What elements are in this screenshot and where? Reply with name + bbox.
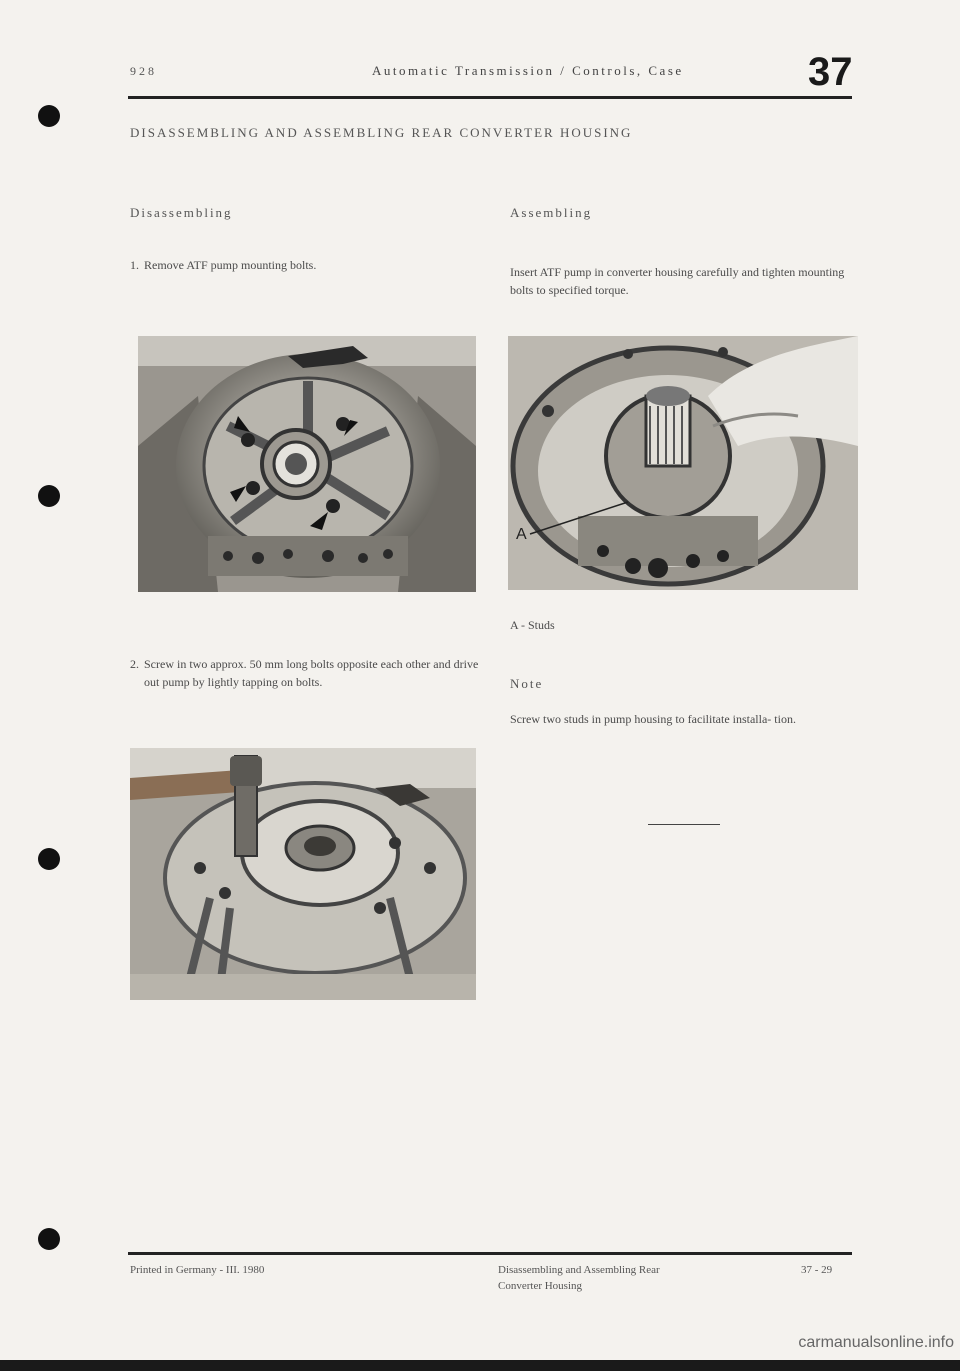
disassembling-heading: Disassembling	[130, 205, 233, 220]
footer-page-ref: 37 - 29	[801, 1264, 833, 1276]
footer-title-line2: Converter Housing	[498, 1280, 583, 1292]
step-text: Remove ATF pump mounting bolts.	[144, 258, 317, 272]
end-divider	[648, 824, 720, 825]
footer-title-line1: Disassembling and Assembling Rear	[498, 1264, 660, 1276]
bottom-band	[0, 1360, 960, 1371]
footer-printed: Printed in Germany - III. 1980	[130, 1264, 265, 1276]
photo-caption: A - Studs	[510, 618, 555, 632]
section-title: DISASSEMBLING AND ASSEMBLING REAR CONVERTER HOUSING	[130, 125, 633, 140]
step-text: Screw in two approx. 50 mm long bolts opposite each other and drive out pump by lightly tapping on bolts.	[144, 657, 479, 689]
header-rule	[128, 96, 852, 99]
watermark: carmanualsonline.info	[798, 1334, 954, 1351]
step-number: 2.	[130, 657, 139, 671]
binder-hole	[38, 105, 60, 127]
photo-label-a: A	[516, 526, 527, 543]
binder-hole	[38, 485, 60, 507]
header-group-number: 37	[808, 50, 853, 94]
photo-driving-out-pump	[130, 748, 476, 1000]
assembling-text: Insert ATF pump in converter housing carefully and tighten mounting bolts to specified torque.	[510, 265, 845, 297]
note-heading: Note	[510, 676, 544, 691]
binder-hole	[38, 848, 60, 870]
header-title: Automatic Transmission / Controls, Case	[372, 63, 684, 78]
note-text: Screw two studs in pump housing to facilitate installa- tion.	[510, 712, 796, 726]
assembling-heading: Assembling	[510, 205, 593, 220]
binder-hole	[38, 1228, 60, 1250]
disassembling-step-2	[130, 655, 490, 691]
photo-inserting-pump	[508, 336, 858, 590]
step-number: 1.	[130, 258, 139, 272]
disassembling-step-1	[130, 256, 460, 274]
header-page-model: 928	[130, 64, 157, 78]
footer-rule	[128, 1252, 852, 1255]
photo-pump-bolts	[138, 336, 476, 592]
